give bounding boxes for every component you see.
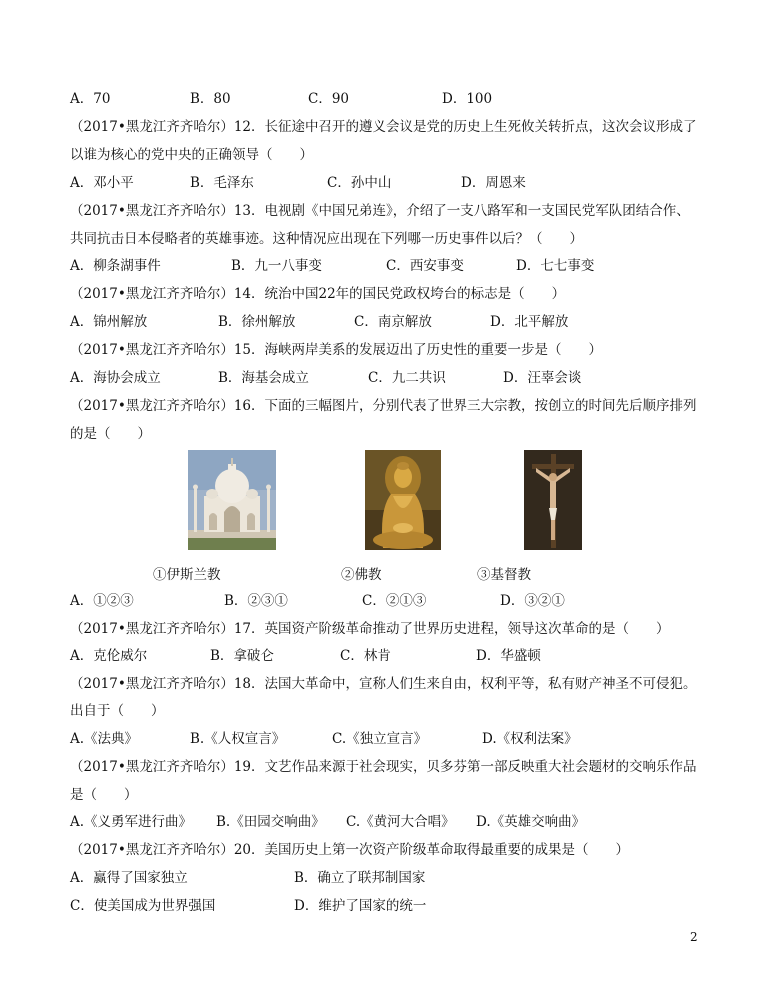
option-d: D．华盛顿 bbox=[476, 648, 541, 664]
option-d: D．周恩来 bbox=[461, 175, 526, 191]
option-b: B.《田园交响曲》 bbox=[216, 814, 325, 830]
option-d: D．七七事变 bbox=[516, 258, 595, 274]
option-a: A．邓小平 bbox=[70, 175, 134, 191]
option-a: A.《法典》 bbox=[70, 731, 139, 747]
q16-stem-line1: （2017•黑龙江齐齐哈尔）16．下面的三幅图片，分别代表了世界三大宗教，按创立的时间先后顺序排列 bbox=[70, 398, 697, 414]
option-b: B．徐州解放 bbox=[218, 314, 296, 330]
option-a: A．柳条湖事件 bbox=[70, 258, 161, 274]
option-d: D．汪辜会谈 bbox=[503, 370, 582, 386]
option-a: A．70 bbox=[70, 91, 111, 107]
option-d: D．③②① bbox=[500, 593, 565, 609]
q14-stem-line1: （2017•黑龙江齐齐哈尔）14．统治中国22年的国民党政权垮台的标志是（ ） bbox=[70, 286, 566, 302]
option-d: D．维护了国家的统一 bbox=[294, 898, 427, 914]
option-c: C．90 bbox=[308, 91, 350, 107]
option-d: D．北平解放 bbox=[490, 314, 569, 330]
option-c: C．九二共识 bbox=[368, 370, 446, 386]
q18-stem-line1: （2017•黑龙江齐齐哈尔）18．法国大革命中，宣称人们生来自由，权利平等，私有财产神圣不可侵犯。 bbox=[70, 676, 697, 692]
q15-stem-line1: （2017•黑龙江齐齐哈尔）15．海峡两岸美系的发展迈出了历史性的重要一步是（ ） bbox=[70, 342, 602, 358]
religion-pictures bbox=[0, 450, 770, 555]
caption-christianity: ③基督教 bbox=[477, 567, 531, 583]
option-b: B．九一八事变 bbox=[231, 258, 322, 274]
option-c: C．林肯 bbox=[340, 648, 391, 664]
q17-stem-line1: （2017•黑龙江齐齐哈尔）17．英国资产阶级革命推动了世界历史进程，领导这次革命的是（ ） bbox=[70, 621, 670, 637]
option-b: B．确立了联邦制国家 bbox=[294, 870, 426, 886]
option-c: C．南京解放 bbox=[354, 314, 432, 330]
q13-stem-line1: （2017•黑龙江齐齐哈尔）13．电视剧《中国兄弟连》，介绍了一支八路军和一支国民党军队团结合作、 bbox=[70, 203, 690, 219]
crucifixion-image bbox=[524, 450, 582, 550]
option-c: C．②①③ bbox=[362, 593, 427, 609]
option-c: C．西安事变 bbox=[386, 258, 464, 274]
option-a: A．克伦威尔 bbox=[70, 648, 148, 664]
q18-stem-line2: 出自于（ ） bbox=[70, 703, 165, 719]
option-a: A.《义勇军进行曲》 bbox=[70, 814, 193, 830]
option-b: B．毛泽东 bbox=[190, 175, 254, 191]
option-d: D.《英雄交响曲》 bbox=[476, 814, 586, 830]
q12-stem-line1: （2017•黑龙江齐齐哈尔）12．长征途中召开的遵义会议是党的历史上生死攸关转折点，这次会议形成了 bbox=[70, 119, 697, 135]
buddha-image bbox=[365, 450, 441, 550]
q12-stem-line2: 以谁为核心的党中央的正确领导（ ） bbox=[70, 147, 313, 163]
option-b: B．②③① bbox=[224, 593, 288, 609]
option-c: C.《独立宣言》 bbox=[332, 731, 428, 747]
option-b: B．海基会成立 bbox=[218, 370, 309, 386]
option-b: B．80 bbox=[190, 91, 231, 107]
page-number: 2 bbox=[690, 930, 698, 944]
option-b: B．拿破仑 bbox=[210, 648, 274, 664]
option-b: B.《人权宣言》 bbox=[190, 731, 286, 747]
option-d: D.《权利法案》 bbox=[482, 731, 578, 747]
option-c: C．孙中山 bbox=[327, 175, 392, 191]
q20-stem-line1: （2017•黑龙江齐齐哈尔）20．美国历史上第一次资产阶级革命取得最重要的成果是（ ） bbox=[70, 842, 629, 858]
mosque-image bbox=[188, 450, 276, 550]
option-d: D．100 bbox=[442, 91, 493, 107]
q16-stem-line2: 的是（ ） bbox=[70, 426, 151, 442]
option-a: A．锦州解放 bbox=[70, 314, 148, 330]
option-a: A．①②③ bbox=[70, 593, 134, 609]
q19-stem-line2: 是（ ） bbox=[70, 787, 138, 803]
option-c: C.《黄河大合唱》 bbox=[346, 814, 455, 830]
q19-stem-line1: （2017•黑龙江齐齐哈尔）19．文艺作品来源于社会现实，贝多芬第一部反映重大社会题材的交响乐作品 bbox=[70, 759, 697, 775]
caption-buddhism: ②佛教 bbox=[341, 567, 382, 583]
caption-islam: ①伊斯兰教 bbox=[153, 567, 221, 583]
option-c: C．使美国成为世界强国 bbox=[70, 898, 216, 914]
option-a: A．赢得了国家独立 bbox=[70, 870, 188, 886]
option-a: A．海协会成立 bbox=[70, 370, 161, 386]
q13-stem-line2: 共同抗击日本侵略者的英雄事迹。这种情况应出现在下列哪一历史事件以后？（ ） bbox=[70, 231, 583, 247]
